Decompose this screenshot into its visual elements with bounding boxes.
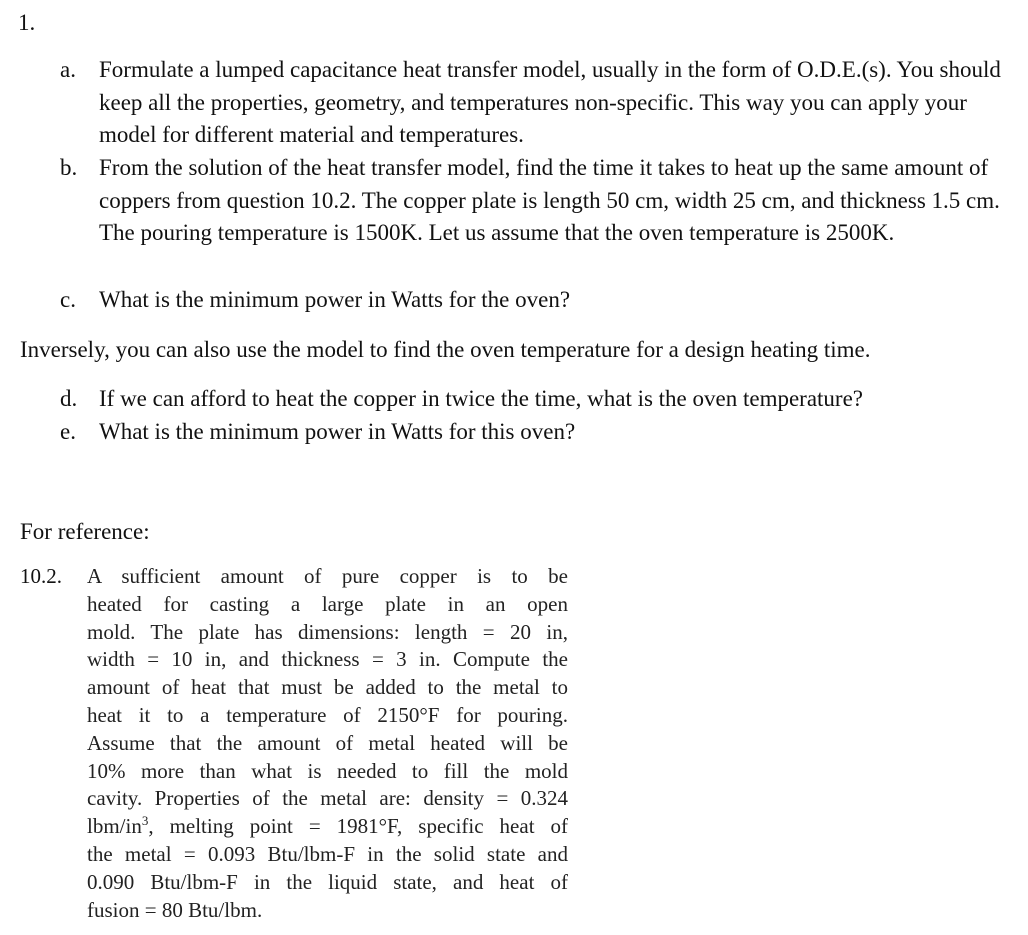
- reference-line: cavity. Properties of the metal are: density = 0.324: [87, 786, 568, 811]
- question-e-text: What is the minimum power in Watts for this oven?: [99, 419, 576, 444]
- question-b-text: From the solution of the heat transfer model, find the time it takes to heat up the same amount of coppers from question 10.2. The copper plate is length 50 cm, width 25 cm, and thickness 1.5 cm. The pouring temperature is 1500K. Let us assume that the oven temperature is 2500K.: [99, 155, 1000, 245]
- question-a-text: Formulate a lumped capacitance heat transfer model, usually in the form of O.D.E.(s). You should keep all the properties, geometry, and temperatures non-specific. This way you can apply your model for different material and temperatures.: [99, 57, 1001, 147]
- question-c-label: c.: [60, 287, 76, 312]
- reference-line: the metal = 0.093 Btu/lbm-F in the solid state and: [87, 841, 568, 866]
- question-d-label: d.: [60, 386, 78, 411]
- reference-line: 0.090 Btu/lbm-F in the liquid state, and heat of: [87, 869, 568, 894]
- reference-exponent: 3: [141, 813, 149, 829]
- reference-line: Assume that the amount of metal heated will be: [87, 730, 568, 755]
- reference-number: 10.2.: [20, 564, 62, 588]
- reference-line: A sufficient amount of pure copper is to be: [87, 564, 568, 588]
- reference-heading: For reference:: [20, 519, 150, 544]
- question-d: [60, 383, 1020, 416]
- reference-text: [87, 563, 568, 924]
- inverse-paragraph: Inversely, you can also use the model to find the oven temperature for a design heating time.: [20, 337, 871, 362]
- reference-line: width = 10 in, and thickness = 3 in. Compute the: [87, 647, 568, 672]
- question-a: [60, 54, 1020, 152]
- question-a-label: a.: [60, 57, 76, 82]
- question-e-label: e.: [60, 419, 76, 444]
- reference-unit: lbm/in: [87, 814, 142, 839]
- reference-line: fusion = 80 Btu/lbm.: [87, 897, 263, 922]
- question-c-text: What is the minimum power in Watts for the oven?: [99, 287, 571, 312]
- problem-number: 1.: [18, 10, 36, 35]
- question-e: [60, 416, 1020, 449]
- reference-line-rest: , melting point = 1981°F, specific heat of: [148, 814, 568, 839]
- reference-line: heated for casting a large plate in an open: [87, 591, 568, 616]
- reference-line: mold. The plate has dimensions: length = 20 in,: [87, 619, 568, 644]
- reference-line: [87, 813, 568, 841]
- question-d-text: If we can afford to heat the copper in twice the time, what is the oven temperature?: [99, 386, 864, 411]
- reference-line: amount of heat that must be added to the metal to: [87, 675, 568, 700]
- question-b-label: b.: [60, 155, 78, 180]
- reference-line: heat it to a temperature of 2150°F for pouring.: [87, 702, 568, 727]
- question-b: [60, 152, 1020, 250]
- reference-line: 10% more than what is needed to fill the mold: [87, 758, 568, 783]
- question-c: [60, 284, 1020, 317]
